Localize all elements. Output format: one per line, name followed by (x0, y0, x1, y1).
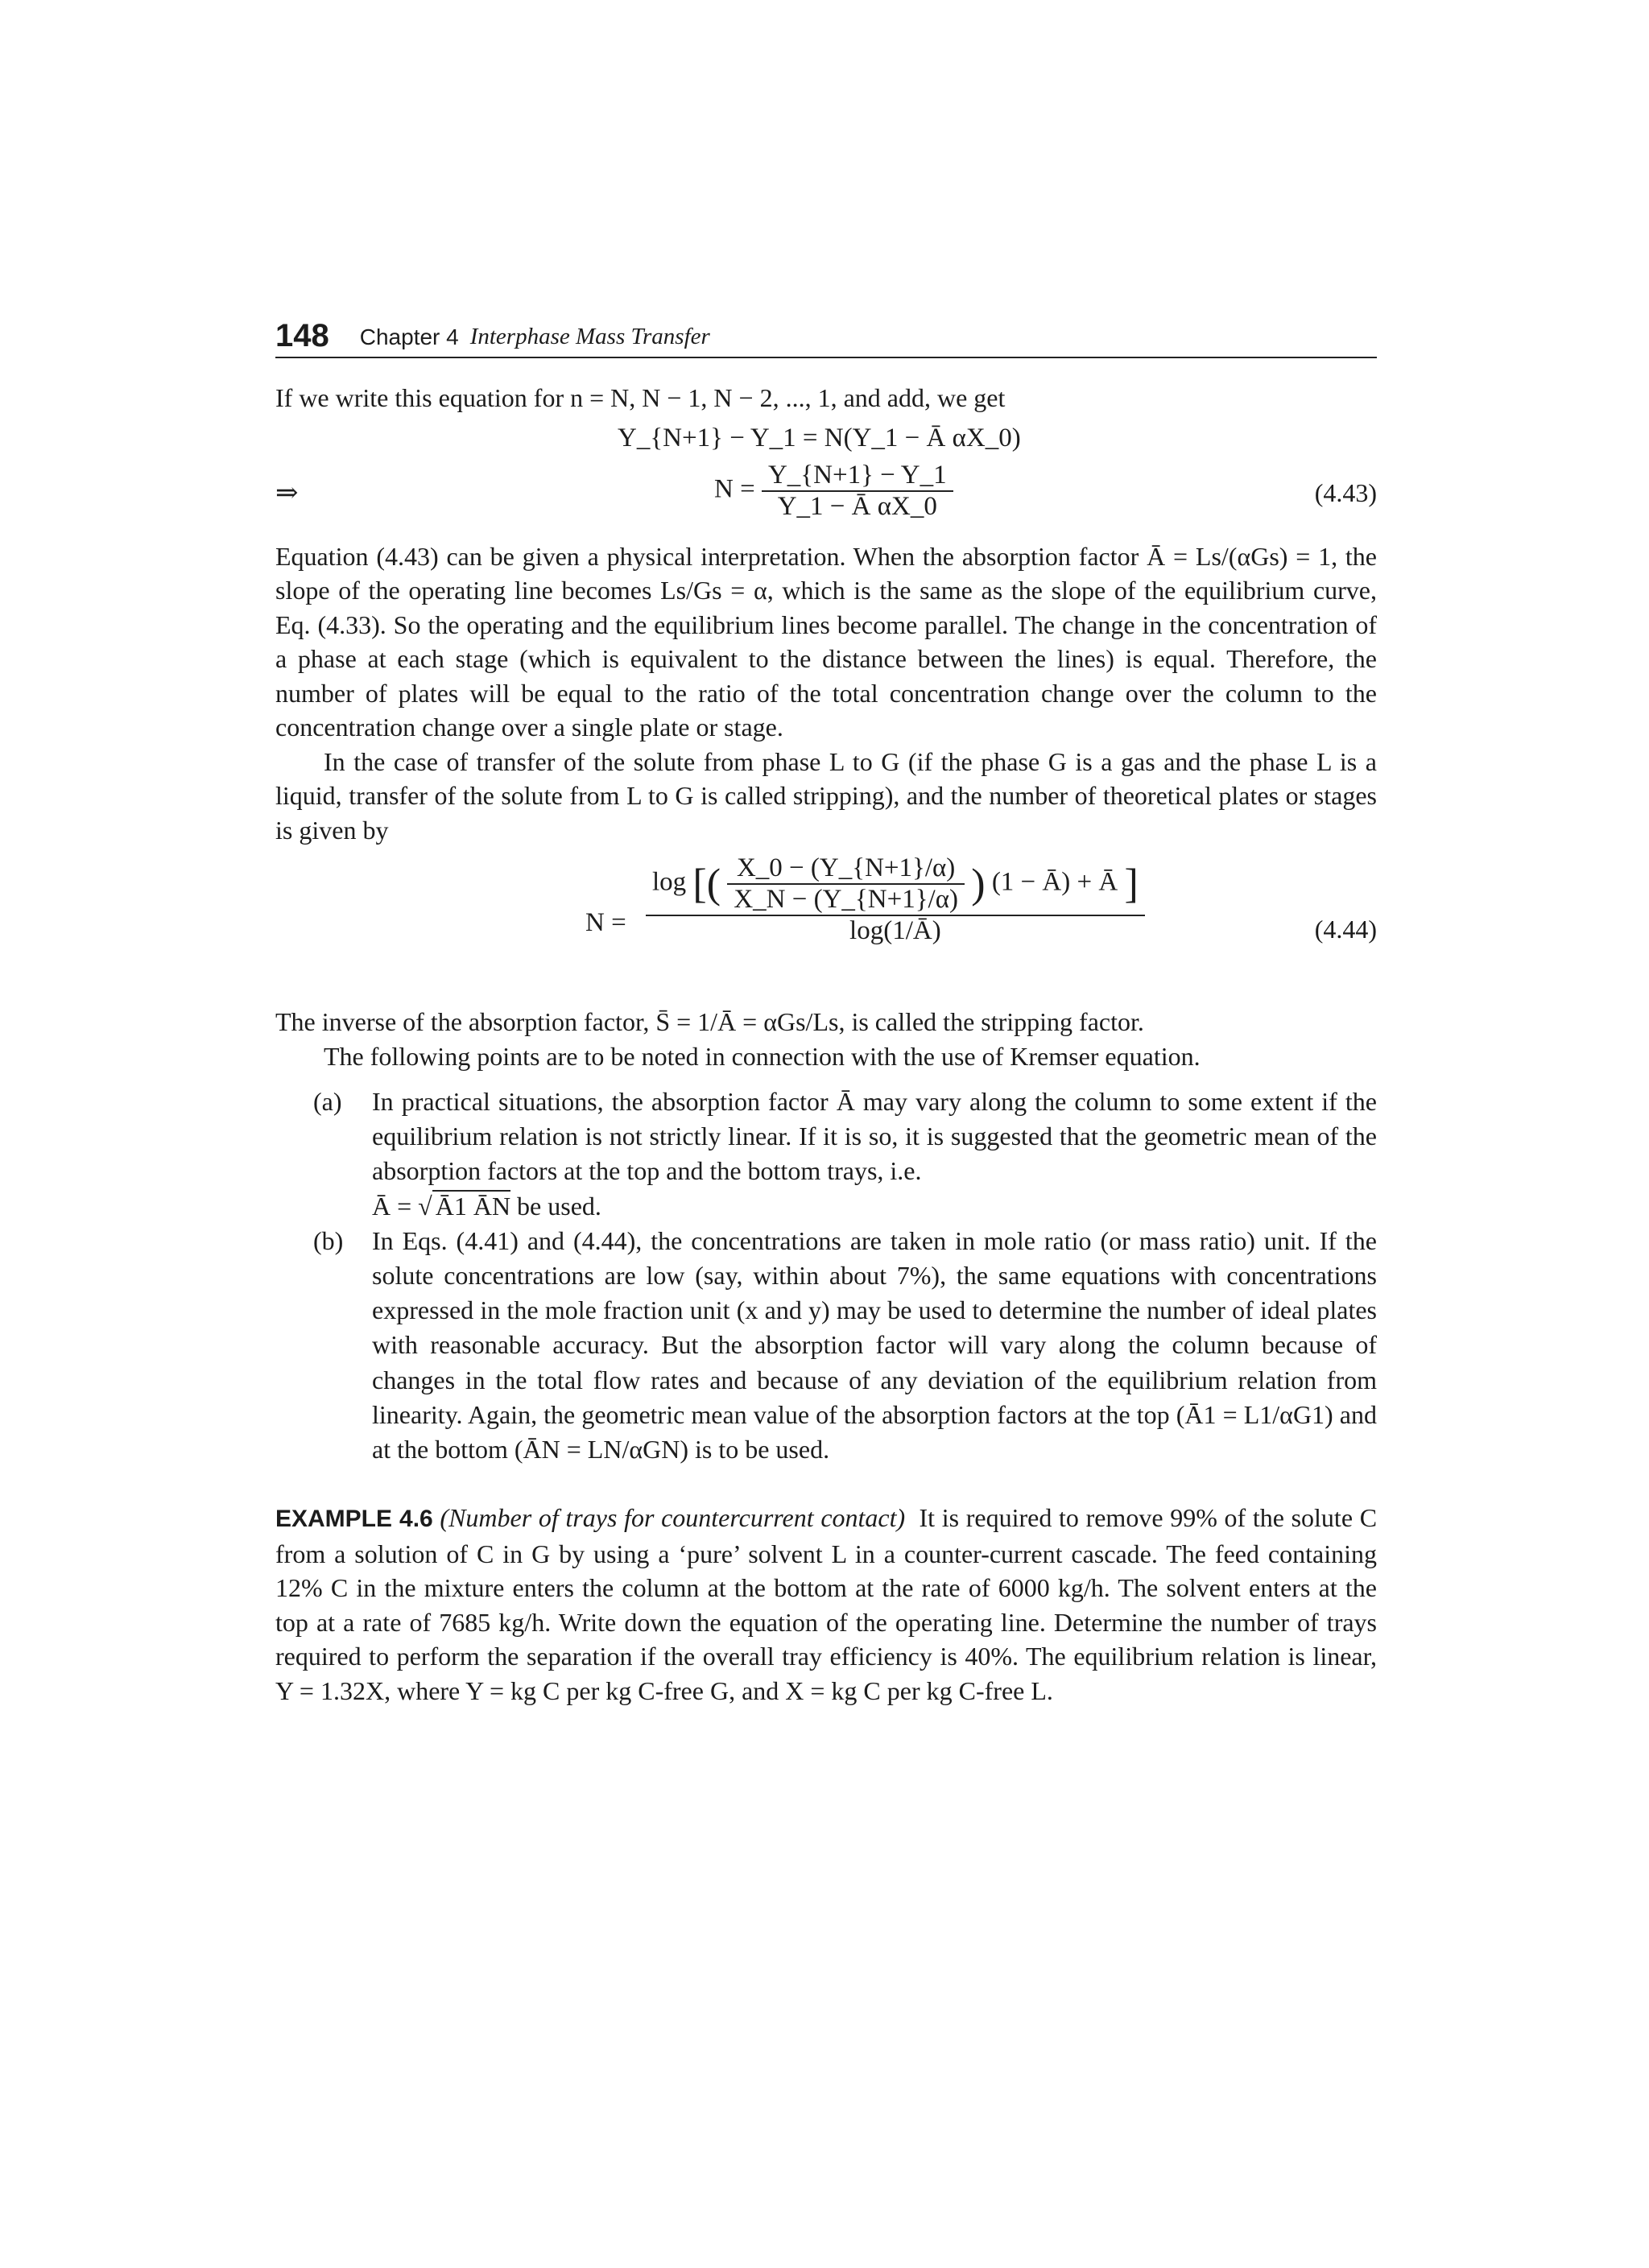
list-item-label: (a) (313, 1087, 342, 1116)
chapter-title: Interphase Mass Transfer (469, 324, 710, 349)
intro-line: If we write this equation for n = N, N − 1, N − 2, ..., 1, and add, we get (275, 383, 1006, 412)
equation-sum-text: Y_{N+1} − Y_1 = N(Y_1 − Ā αX_0) (618, 423, 1021, 452)
equation-lhs: N = (714, 474, 755, 504)
implies-arrow: ⇒ (275, 477, 299, 508)
running-header (275, 318, 1377, 358)
example-text: It is required to remove 99% of the solute C from a solution of C in G by using a ‘pure’ solvent L in a counter-current cascade. The feed containing 12% C in the mixture enters the column at the bottom at the rate of 6000 kg/h. The solvent enters at the top at a rate of 7685 kg/h. Write down the equation of the operating line. Determine the number of trays required to perform the separation if the overall tray efficiency is 40%. The equilibrium relation is linear, Y = 1.32X, where Y = kg C per kg C-free G, and X = kg C per kg C-free L. (275, 1503, 1378, 1705)
chapter-label: Chapter 4 (359, 324, 459, 349)
paragraph-interpretation: Equation (4.43) can be given a physical interpretation. When the absorption factor Ā = Ls/(αGs) = 1, the slope of the operating line becomes Ls/Gs = α, which is the same as the slope of the equilibrium curve, Eq. (4.33). So the operating and the equilibrium lines become parallel. The change in the concentration of a phase at each stage (which is equivalent to the distance between the lines) is equal. Therefore, the number of plates will be equal to the ratio of the total concentration change over the column to the concentration change over a single plate or stage. (275, 541, 1377, 742)
tail-term: (1 − Ā) + Ā (991, 867, 1118, 897)
equation-number: (4.44) (1314, 915, 1377, 944)
equation-sum (275, 415, 1377, 457)
equation-fraction: log [( $\frac{X\_0 - (Y\_\{N+1\}/\alpha)}{X\_N - (Y\_\{N+1\}/\alpha)}$ ) (1 − Ā) + Ā ] log(1/Ā) (646, 853, 1145, 946)
paragraph-stripping: In the case of transfer of the solute from phase L to G (if the phase G is a gas and the phase L is a liquid, transfer of the solute from L to G is called stripping), and the number of theoretical plates or stages is given by (275, 746, 1377, 845)
fraction-numerator: Y_{N+1} − Y_1 (767, 460, 947, 490)
list-item: (a) In practical situations, the absorption factor Ā may vary along the column to some extent if the equilibrium relation is not strictly linear. If it is so, it is suggested that the geometric mean of the absorption factors at the top and the bottom trays, i.e. Ā = √ Ā1 ĀN be used. (275, 1084, 1377, 1224)
paragraph-stripping-factor: The inverse of the absorption factor, S̄ = 1/Ā = αGs/Ls, is called the stripping factor. (275, 1007, 1144, 1036)
paragraph-kremser-points: The following points are to be noted in connection with the use of Kremser equation. (324, 1041, 1201, 1071)
equation-lhs: N = (585, 908, 626, 937)
fraction-denominator: Y_1 − Ā αX_0 (762, 490, 953, 522)
example-block (275, 1501, 1377, 1708)
points-list (275, 1084, 1377, 1467)
equation-fraction (762, 461, 953, 522)
equation-4-44 (275, 852, 1377, 1005)
equation-number: (4.43) (1314, 477, 1377, 507)
fraction-denominator: log(1/Ā) (646, 915, 1145, 946)
example-heading: EXAMPLE 4.6 (275, 1506, 433, 1533)
log-label: log (652, 867, 687, 897)
inner-denominator: X_N − (Y_{N+1}/α) (727, 883, 965, 915)
page-number: 148 (275, 318, 329, 353)
equation-4-43 (275, 457, 1377, 539)
list-item-label: (b) (313, 1225, 344, 1255)
example-subtitle: (Number of trays for countercurrent contact) (440, 1503, 906, 1533)
list-item-text: In practical situations, the absorption factor Ā may vary along the column to some extent if the equilibrium relation is not strictly linear. If it is so, it is suggested that the geometric mean of the absorption factors at the top and the bottom trays, i.e. (372, 1087, 1377, 1186)
inner-fraction (727, 853, 965, 915)
list-item-text: In Eqs. (4.41) and (4.44), the concentrations are taken in mole ratio (or mass ratio) unit. If the solute concentrations are low (say, within about 7%), the same equations with concentrations expressed in the mole fraction unit (x and y) may be used to determine the number of ideal plates with reasonable accuracy. But the absorption factor will vary along the column because of changes in the total flow rates and because of any deviation of the equilibrium relation from linearity. Again, the geometric mean value of the absorption factors at the top (Ā1 = L1/αG1) and at the bottom (ĀN = LN/αGN) is to be used. (372, 1225, 1377, 1464)
formula-lhs: Ā = (372, 1191, 412, 1221)
formula-tail: be used. (517, 1191, 601, 1221)
list-item (275, 1224, 1377, 1467)
book-page (275, 318, 1377, 1708)
formula-root: Ā1 ĀN (432, 1190, 510, 1221)
inner-numerator: X_0 − (Y_{N+1}/α) (736, 853, 956, 882)
